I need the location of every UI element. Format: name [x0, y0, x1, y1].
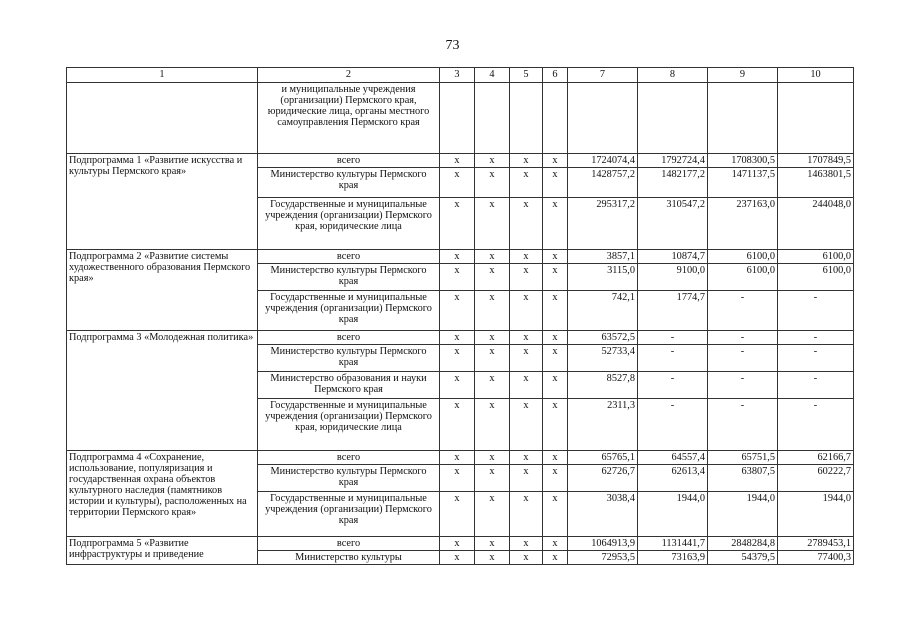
x-cell: х	[510, 154, 543, 168]
program-row	[67, 331, 854, 345]
x-cell: х	[543, 264, 568, 291]
responsible-cell: Министерство культуры Пермского края	[258, 168, 440, 198]
value-cell: 52733,4	[568, 345, 638, 372]
x-cell: х	[475, 399, 510, 451]
value-cell: 1944,0	[778, 492, 854, 537]
value-cell: 6100,0	[778, 250, 854, 264]
responsible-cell: Государственные и муниципальные учреждения (организации) Пермского края, юридические лица	[258, 198, 440, 250]
x-cell: х	[510, 465, 543, 492]
value-cell: -	[638, 372, 708, 399]
value-cell: -	[778, 345, 854, 372]
x-cell: х	[543, 399, 568, 451]
x-cell: х	[510, 451, 543, 465]
x-cell: х	[440, 537, 475, 551]
value-cell: -	[708, 399, 778, 451]
responsible-cell: Министерство образования и науки Пермского края	[258, 372, 440, 399]
responsible-cell: Министерство культуры Пермского края	[258, 465, 440, 492]
value-cell: 2789453,1	[778, 537, 854, 551]
header-cell: 5	[510, 68, 543, 83]
x-cell: х	[440, 198, 475, 250]
x-cell: х	[543, 537, 568, 551]
x-cell: х	[510, 537, 543, 551]
value-cell: 1792724,4	[638, 154, 708, 168]
value-cell: -	[778, 372, 854, 399]
value-cell: 1708300,5	[708, 154, 778, 168]
x-cell: х	[440, 551, 475, 565]
header-cell: 4	[475, 68, 510, 83]
x-cell: х	[510, 551, 543, 565]
responsible-cell: всего	[258, 451, 440, 465]
value-cell: -	[708, 331, 778, 345]
value-cell: 64557,4	[638, 451, 708, 465]
value-cell: 237163,0	[708, 198, 778, 250]
value-cell: 60222,7	[778, 465, 854, 492]
value-cell: -	[638, 331, 708, 345]
header-cell: 2	[258, 68, 440, 83]
page-number: 73	[445, 38, 460, 53]
x-cell: х	[543, 250, 568, 264]
value-cell: 295317,2	[568, 198, 638, 250]
x-cell: х	[510, 250, 543, 264]
header-row	[67, 68, 854, 83]
x-cell: х	[440, 264, 475, 291]
x-cell: х	[543, 198, 568, 250]
responsible-cell: всего	[258, 154, 440, 168]
x-cell: х	[543, 372, 568, 399]
program-row	[67, 537, 854, 551]
program-name-cell: Подпрограмма 5 «Развитие инфраструктуры и приведение	[67, 537, 258, 565]
program-row	[67, 154, 854, 168]
value-cell: 1471137,5	[708, 168, 778, 198]
x-cell: х	[543, 154, 568, 168]
value-cell: 310547,2	[638, 198, 708, 250]
header-cell: 10	[778, 68, 854, 83]
value-cell: 8527,8	[568, 372, 638, 399]
value-cell: 1482177,2	[638, 168, 708, 198]
value-cell: -	[638, 345, 708, 372]
program-name-cell: Подпрограмма 3 «Молодежная политика»	[67, 331, 258, 451]
budget-table	[66, 67, 854, 565]
value-cell: 65751,5	[708, 451, 778, 465]
x-cell: х	[475, 537, 510, 551]
x-cell: х	[510, 345, 543, 372]
header-cell: 3	[440, 68, 475, 83]
responsible-cell: Министерство культуры Пермского края	[258, 264, 440, 291]
x-cell: х	[510, 291, 543, 331]
x-cell: х	[475, 250, 510, 264]
x-cell: х	[543, 291, 568, 331]
x-cell: х	[475, 331, 510, 345]
value-cell: 3115,0	[568, 264, 638, 291]
x-cell: х	[440, 250, 475, 264]
x-cell: х	[475, 198, 510, 250]
value-cell: -	[778, 331, 854, 345]
x-cell: х	[543, 492, 568, 537]
responsible-cell: Государственные и муниципальные учреждения (организации) Пермского края, юридические лица	[258, 399, 440, 451]
value-cell: 1944,0	[638, 492, 708, 537]
program-row	[67, 250, 854, 264]
value-cell: 9100,0	[638, 264, 708, 291]
x-cell: х	[510, 264, 543, 291]
x-cell: х	[543, 451, 568, 465]
value-cell: -	[708, 291, 778, 331]
x-cell: х	[440, 465, 475, 492]
x-cell: х	[543, 331, 568, 345]
x-cell: х	[475, 168, 510, 198]
value-cell: 2848284,8	[708, 537, 778, 551]
value-cell: 77400,3	[778, 551, 854, 565]
value-cell: 6100,0	[708, 250, 778, 264]
x-cell: х	[475, 551, 510, 565]
value-cell: 3857,1	[568, 250, 638, 264]
x-cell: х	[475, 372, 510, 399]
empty-cell	[708, 83, 778, 154]
x-cell: х	[475, 264, 510, 291]
x-cell: х	[440, 451, 475, 465]
x-cell: х	[475, 492, 510, 537]
x-cell: х	[440, 168, 475, 198]
value-cell: 1064913,9	[568, 537, 638, 551]
header-cell: 8	[638, 68, 708, 83]
header-cell: 7	[568, 68, 638, 83]
empty-cell	[543, 83, 568, 154]
x-cell: х	[510, 372, 543, 399]
value-cell: 2311,3	[568, 399, 638, 451]
x-cell: х	[440, 345, 475, 372]
value-cell: 6100,0	[708, 264, 778, 291]
x-cell: х	[510, 198, 543, 250]
program-cell	[67, 83, 258, 154]
value-cell: 742,1	[568, 291, 638, 331]
x-cell: х	[475, 291, 510, 331]
program-name-cell: Подпрограмма 2 «Развитие системы художественного образования Пермского края»	[67, 250, 258, 331]
responsible-cell: Государственные и муниципальные учреждения (организации) Пермского края	[258, 492, 440, 537]
header-cell: 1	[67, 68, 258, 83]
value-cell: 1944,0	[708, 492, 778, 537]
value-cell: 1774,7	[638, 291, 708, 331]
responsible-cell: Министерство культуры	[258, 551, 440, 565]
empty-cell	[568, 83, 638, 154]
value-cell: 73163,9	[638, 551, 708, 565]
x-cell: х	[543, 465, 568, 492]
responsible-cell: Министерство культуры Пермского края	[258, 345, 440, 372]
value-cell: 65765,1	[568, 451, 638, 465]
value-cell: 62726,7	[568, 465, 638, 492]
continuation-row	[67, 83, 854, 154]
responsible-cell: и муниципальные учреждения (организации) Пермского края, юридические лица, органы местного самоуправления Пермского края	[258, 83, 440, 154]
x-cell: х	[440, 372, 475, 399]
x-cell: х	[510, 331, 543, 345]
value-cell: 63807,5	[708, 465, 778, 492]
responsible-cell: всего	[258, 331, 440, 345]
value-cell: 54379,5	[708, 551, 778, 565]
header-cell: 9	[708, 68, 778, 83]
x-cell: х	[440, 154, 475, 168]
x-cell: х	[475, 465, 510, 492]
value-cell: -	[778, 399, 854, 451]
x-cell: х	[510, 492, 543, 537]
value-cell: 62166,7	[778, 451, 854, 465]
x-cell: х	[440, 331, 475, 345]
x-cell: х	[510, 168, 543, 198]
value-cell: 244048,0	[778, 198, 854, 250]
value-cell: 6100,0	[778, 264, 854, 291]
value-cell: 1463801,5	[778, 168, 854, 198]
program-name-cell: Подпрограмма 4 «Сохранение, использование, популяризация и государственная охрана объектов культурного наследия (памятников истории и культуры), расположенных на территории Пермского края»	[67, 451, 258, 537]
empty-cell	[638, 83, 708, 154]
x-cell: х	[475, 154, 510, 168]
value-cell: -	[638, 399, 708, 451]
empty-cell	[778, 83, 854, 154]
value-cell: 1428757,2	[568, 168, 638, 198]
value-cell: 62613,4	[638, 465, 708, 492]
empty-cell	[510, 83, 543, 154]
x-cell: х	[440, 399, 475, 451]
x-cell: х	[440, 291, 475, 331]
program-name-cell: Подпрограмма 1 «Развитие искусства и культуры Пермского края»	[67, 154, 258, 250]
x-cell: х	[440, 492, 475, 537]
x-cell: х	[475, 451, 510, 465]
x-cell: х	[475, 345, 510, 372]
program-row	[67, 451, 854, 465]
value-cell: 1131441,7	[638, 537, 708, 551]
value-cell: 3038,4	[568, 492, 638, 537]
value-cell: 72953,5	[568, 551, 638, 565]
responsible-cell: всего	[258, 250, 440, 264]
empty-cell	[475, 83, 510, 154]
value-cell: 10874,7	[638, 250, 708, 264]
empty-cell	[440, 83, 475, 154]
value-cell: -	[708, 345, 778, 372]
responsible-cell: Государственные и муниципальные учреждения (организации) Пермского края	[258, 291, 440, 331]
value-cell: 1707849,5	[778, 154, 854, 168]
value-cell: 1724074,4	[568, 154, 638, 168]
x-cell: х	[543, 551, 568, 565]
x-cell: х	[510, 399, 543, 451]
x-cell: х	[543, 168, 568, 198]
value-cell: -	[708, 372, 778, 399]
value-cell: 63572,5	[568, 331, 638, 345]
x-cell: х	[543, 345, 568, 372]
value-cell: -	[778, 291, 854, 331]
responsible-cell: всего	[258, 537, 440, 551]
header-cell: 6	[543, 68, 568, 83]
